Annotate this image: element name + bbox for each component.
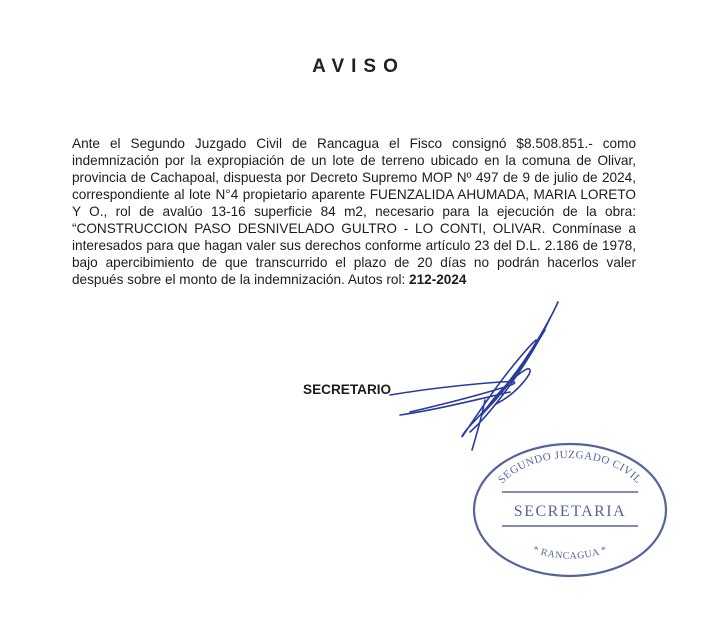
- document-title: AVISO: [312, 56, 405, 77]
- notice-body: [72, 135, 636, 288]
- notice-body-text: Ante el Segundo Juzgado Civil de Rancagua el Fisco consignó $8.508.851.- como indemnización por la expropiación de un lote de terreno ubicado en la comuna de Olivar, provincia de Cachapoal, dispuesta por Decreto Supremo MOP Nº 497 de 9 de julio de 2024, correspondiente al lote N°4 propietario aparente FUENZALIDA AHUMADA, MARIA LORETO Y O., rol de avalúo 13-16 superficie 84 m2, necesario para la ejecución de la obra: “CONSTRUCCION PASO DESNIVELADO GULTRO - LO CONTI, OLIVAR. Conmínase a interesados para que hagan valer sus derechos conforme artículo 23 del D.L. 2.186 de 1978, bajo apercibimiento de que transcurrido el plazo de 20 días no podrán hacerlos valer después sobre el monto de la indemnización. Autos rol:: [72, 136, 636, 287]
- svg-text:* RANCAGUA *: * RANCAGUA *: [531, 544, 609, 562]
- svg-text:SEGUNDO JUZGADO CIVIL: SEGUNDO JUZGADO CIVIL: [495, 448, 645, 487]
- court-stamp: [470, 440, 670, 580]
- signer-title: SECRETARIO: [303, 382, 392, 397]
- handwritten-signature: [380, 300, 580, 460]
- case-rol-number: 212-2024: [409, 272, 467, 287]
- svg-text:SECRETARIA: SECRETARIA: [513, 503, 627, 520]
